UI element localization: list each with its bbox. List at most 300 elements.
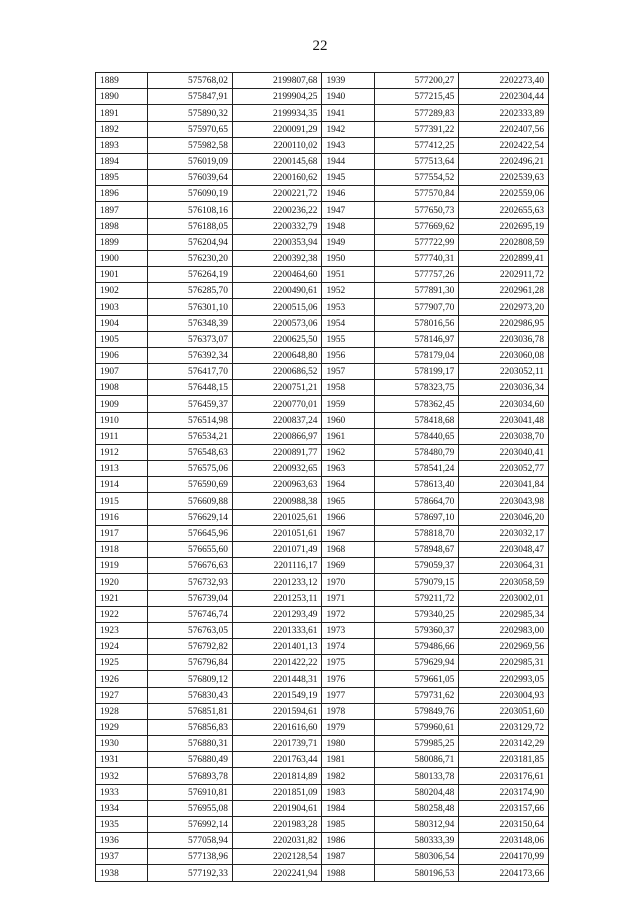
point-number-cell: 1889 [96,73,148,89]
point-number-cell: 1987 [322,849,374,865]
y-coordinate-cell: 2202407,56 [459,121,549,137]
y-coordinate-cell: 2201422,22 [232,655,322,671]
y-coordinate-cell: 2203041,48 [459,412,549,428]
point-number-cell: 1974 [322,639,374,655]
table-row [96,525,549,541]
table-row [96,153,549,169]
y-coordinate-cell: 2203002,01 [459,590,549,606]
y-coordinate-cell: 2200332,79 [232,218,322,234]
y-coordinate-cell: 2201051,61 [232,525,322,541]
y-coordinate-cell: 2200515,06 [232,299,322,315]
y-coordinate-cell: 2201851,09 [232,784,322,800]
x-coordinate-cell: 576230,20 [148,250,233,266]
point-number-cell: 1977 [322,687,374,703]
table-row [96,703,549,719]
x-coordinate-cell: 579849,76 [374,703,459,719]
x-coordinate-cell: 580333,39 [374,833,459,849]
x-coordinate-cell: 576090,19 [148,186,233,202]
point-number-cell: 1936 [96,833,148,849]
x-coordinate-cell: 576910,81 [148,784,233,800]
y-coordinate-cell: 2202031,82 [232,833,322,849]
x-coordinate-cell: 577554,52 [374,170,459,186]
point-number-cell: 1970 [322,574,374,590]
x-coordinate-cell: 576609,88 [148,493,233,509]
page-number: 22 [312,38,328,54]
point-number-cell: 1972 [322,606,374,622]
table-row [96,412,549,428]
table-row [96,283,549,299]
table-row [96,364,549,380]
y-coordinate-cell: 2203058,59 [459,574,549,590]
y-coordinate-cell: 2202539,63 [459,170,549,186]
point-number-cell: 1985 [322,816,374,832]
table-row [96,137,549,153]
x-coordinate-cell: 576285,70 [148,283,233,299]
x-coordinate-cell: 580306,54 [374,849,459,865]
y-coordinate-cell: 2199934,35 [232,105,322,121]
point-number-cell: 1960 [322,412,374,428]
x-coordinate-cell: 577513,64 [374,153,459,169]
y-coordinate-cell: 2203174,90 [459,784,549,800]
point-number-cell: 1890 [96,89,148,105]
y-coordinate-cell: 2201616,60 [232,719,322,735]
table-row [96,267,549,283]
point-number-cell: 1962 [322,444,374,460]
y-coordinate-cell: 2200837,24 [232,412,322,428]
x-coordinate-cell: 576851,81 [148,703,233,719]
x-coordinate-cell: 578016,56 [374,315,459,331]
point-number-cell: 1956 [322,347,374,363]
point-number-cell: 1950 [322,250,374,266]
x-coordinate-cell: 578613,40 [374,477,459,493]
x-coordinate-cell: 576204,94 [148,234,233,250]
table-row [96,186,549,202]
y-coordinate-cell: 2202241,94 [232,865,322,881]
y-coordinate-cell: 2202986,95 [459,315,549,331]
point-number-cell: 1946 [322,186,374,202]
x-coordinate-cell: 575890,32 [148,105,233,121]
x-coordinate-cell: 576880,31 [148,736,233,752]
x-coordinate-cell: 578697,10 [374,509,459,525]
point-number-cell: 1919 [96,558,148,574]
y-coordinate-cell: 2200866,97 [232,428,322,444]
y-coordinate-cell: 2203181,85 [459,752,549,768]
x-coordinate-cell: 578948,67 [374,541,459,557]
x-coordinate-cell: 576792,82 [148,639,233,655]
x-coordinate-cell: 576448,15 [148,380,233,396]
x-coordinate-cell: 577192,33 [148,865,233,881]
point-number-cell: 1944 [322,153,374,169]
point-number-cell: 1897 [96,202,148,218]
x-coordinate-cell: 576348,39 [148,315,233,331]
point-number-cell: 1895 [96,170,148,186]
point-number-cell: 1929 [96,719,148,735]
y-coordinate-cell: 2200110,02 [232,137,322,153]
y-coordinate-cell: 2202961,28 [459,283,549,299]
x-coordinate-cell: 580086,71 [374,752,459,768]
point-number-cell: 1968 [322,541,374,557]
point-number-cell: 1959 [322,396,374,412]
x-coordinate-cell: 576548,63 [148,444,233,460]
point-number-cell: 1980 [322,736,374,752]
table-row [96,590,549,606]
x-coordinate-cell: 577650,73 [374,202,459,218]
table-row [96,299,549,315]
point-number-cell: 1898 [96,218,148,234]
x-coordinate-cell: 579211,72 [374,590,459,606]
table-row [96,331,549,347]
point-number-cell: 1920 [96,574,148,590]
x-coordinate-cell: 576880,49 [148,752,233,768]
y-coordinate-cell: 2201763,44 [232,752,322,768]
x-coordinate-cell: 576796,84 [148,655,233,671]
y-coordinate-cell: 2202973,20 [459,299,549,315]
x-coordinate-cell: 577289,83 [374,105,459,121]
x-coordinate-cell: 580196,53 [374,865,459,881]
table-row [96,719,549,735]
y-coordinate-cell: 2204170,99 [459,849,549,865]
point-number-cell: 1927 [96,687,148,703]
y-coordinate-cell: 2203038,70 [459,428,549,444]
point-number-cell: 1900 [96,250,148,266]
y-coordinate-cell: 2199904,25 [232,89,322,105]
x-coordinate-cell: 578664,70 [374,493,459,509]
x-coordinate-cell: 576856,83 [148,719,233,735]
point-number-cell: 1943 [322,137,374,153]
x-coordinate-cell: 579360,37 [374,622,459,638]
table-row [96,541,549,557]
y-coordinate-cell: 2202422,54 [459,137,549,153]
x-coordinate-cell: 580133,78 [374,768,459,784]
y-coordinate-cell: 2201333,61 [232,622,322,638]
x-coordinate-cell: 576732,93 [148,574,233,590]
table-row [96,218,549,234]
point-number-cell: 1908 [96,380,148,396]
table-row [96,784,549,800]
y-coordinate-cell: 2201594,61 [232,703,322,719]
point-number-cell: 1934 [96,800,148,816]
point-number-cell: 1938 [96,865,148,881]
x-coordinate-cell: 578818,70 [374,525,459,541]
y-coordinate-cell: 2200573,06 [232,315,322,331]
x-coordinate-cell: 576955,08 [148,800,233,816]
point-number-cell: 1979 [322,719,374,735]
y-coordinate-cell: 2203032,17 [459,525,549,541]
table-row [96,671,549,687]
table-row [96,655,549,671]
x-coordinate-cell: 576809,12 [148,671,233,687]
y-coordinate-cell: 2203036,34 [459,380,549,396]
point-number-cell: 1930 [96,736,148,752]
point-number-cell: 1940 [322,89,374,105]
point-number-cell: 1912 [96,444,148,460]
point-number-cell: 1896 [96,186,148,202]
table-row [96,639,549,655]
point-number-cell: 1955 [322,331,374,347]
point-number-cell: 1953 [322,299,374,315]
x-coordinate-cell: 576590,69 [148,477,233,493]
table-row [96,234,549,250]
table-row [96,170,549,186]
y-coordinate-cell: 2203150,64 [459,816,549,832]
table-row [96,558,549,574]
x-coordinate-cell: 577891,30 [374,283,459,299]
y-coordinate-cell: 2201549,19 [232,687,322,703]
y-coordinate-cell: 2201904,61 [232,800,322,816]
point-number-cell: 1916 [96,509,148,525]
point-number-cell: 1892 [96,121,148,137]
x-coordinate-cell: 576739,04 [148,590,233,606]
x-coordinate-cell: 579629,94 [374,655,459,671]
point-number-cell: 1935 [96,816,148,832]
x-coordinate-cell: 577412,25 [374,137,459,153]
y-coordinate-cell: 2201233,12 [232,574,322,590]
y-coordinate-cell: 2202985,34 [459,606,549,622]
point-number-cell: 1906 [96,347,148,363]
y-coordinate-cell: 2200490,61 [232,283,322,299]
y-coordinate-cell: 2201025,61 [232,509,322,525]
y-coordinate-cell: 2203051,60 [459,703,549,719]
y-coordinate-cell: 2202273,40 [459,73,549,89]
point-number-cell: 1914 [96,477,148,493]
point-number-cell: 1918 [96,541,148,557]
point-number-cell: 1905 [96,331,148,347]
x-coordinate-cell: 576645,96 [148,525,233,541]
x-coordinate-cell: 576575,06 [148,461,233,477]
x-coordinate-cell: 577215,45 [374,89,459,105]
x-coordinate-cell: 578418,68 [374,412,459,428]
x-coordinate-cell: 575847,91 [148,89,233,105]
y-coordinate-cell: 2203041,84 [459,477,549,493]
point-number-cell: 1978 [322,703,374,719]
point-number-cell: 1911 [96,428,148,444]
x-coordinate-cell: 577669,62 [374,218,459,234]
point-number-cell: 1894 [96,153,148,169]
table-row [96,202,549,218]
point-number-cell: 1904 [96,315,148,331]
coordinates-table [95,72,549,882]
y-coordinate-cell: 2203052,11 [459,364,549,380]
point-number-cell: 1986 [322,833,374,849]
x-coordinate-cell: 576264,19 [148,267,233,283]
table-row [96,687,549,703]
y-coordinate-cell: 2200236,22 [232,202,322,218]
point-number-cell: 1893 [96,137,148,153]
table-row [96,606,549,622]
y-coordinate-cell: 2203157,66 [459,800,549,816]
y-coordinate-cell: 2200932,65 [232,461,322,477]
point-number-cell: 1931 [96,752,148,768]
x-coordinate-cell: 578199,17 [374,364,459,380]
x-coordinate-cell: 577757,26 [374,267,459,283]
y-coordinate-cell: 2203046,20 [459,509,549,525]
point-number-cell: 1957 [322,364,374,380]
x-coordinate-cell: 577907,70 [374,299,459,315]
y-coordinate-cell: 2204173,66 [459,865,549,881]
point-number-cell: 1952 [322,283,374,299]
table-row [96,509,549,525]
point-number-cell: 1976 [322,671,374,687]
x-coordinate-cell: 577740,31 [374,250,459,266]
table-row [96,461,549,477]
x-coordinate-cell: 580204,48 [374,784,459,800]
coordinates-table-body [96,73,549,882]
point-number-cell: 1988 [322,865,374,881]
y-coordinate-cell: 2202655,63 [459,202,549,218]
x-coordinate-cell: 575982,58 [148,137,233,153]
point-number-cell: 1924 [96,639,148,655]
point-number-cell: 1913 [96,461,148,477]
y-coordinate-cell: 2203142,29 [459,736,549,752]
point-number-cell: 1983 [322,784,374,800]
y-coordinate-cell: 2202695,19 [459,218,549,234]
point-number-cell: 1945 [322,170,374,186]
x-coordinate-cell: 578323,75 [374,380,459,396]
x-coordinate-cell: 579985,25 [374,736,459,752]
y-coordinate-cell: 2200392,38 [232,250,322,266]
x-coordinate-cell: 577391,22 [374,121,459,137]
y-coordinate-cell: 2200686,52 [232,364,322,380]
point-number-cell: 1969 [322,558,374,574]
y-coordinate-cell: 2202983,00 [459,622,549,638]
x-coordinate-cell: 577722,99 [374,234,459,250]
y-coordinate-cell: 2201401,13 [232,639,322,655]
y-coordinate-cell: 2202993,05 [459,671,549,687]
point-number-cell: 1899 [96,234,148,250]
point-number-cell: 1982 [322,768,374,784]
x-coordinate-cell: 576763,05 [148,622,233,638]
x-coordinate-cell: 580258,48 [374,800,459,816]
y-coordinate-cell: 2203036,78 [459,331,549,347]
point-number-cell: 1961 [322,428,374,444]
point-number-cell: 1937 [96,849,148,865]
table-row [96,736,549,752]
x-coordinate-cell: 578440,65 [374,428,459,444]
table-row [96,574,549,590]
x-coordinate-cell: 577058,94 [148,833,233,849]
x-coordinate-cell: 576992,14 [148,816,233,832]
x-coordinate-cell: 576629,14 [148,509,233,525]
table-row [96,833,549,849]
y-coordinate-cell: 2201739,71 [232,736,322,752]
y-coordinate-cell: 2203034,60 [459,396,549,412]
point-number-cell: 1928 [96,703,148,719]
point-number-cell: 1948 [322,218,374,234]
table-row [96,105,549,121]
point-number-cell: 1963 [322,461,374,477]
y-coordinate-cell: 2202969,56 [459,639,549,655]
y-coordinate-cell: 2199807,68 [232,73,322,89]
point-number-cell: 1971 [322,590,374,606]
y-coordinate-cell: 2203176,61 [459,768,549,784]
y-coordinate-cell: 2200751,21 [232,380,322,396]
table-row [96,73,549,89]
x-coordinate-cell: 578480,79 [374,444,459,460]
point-number-cell: 1933 [96,784,148,800]
y-coordinate-cell: 2201983,28 [232,816,322,832]
x-coordinate-cell: 576108,16 [148,202,233,218]
point-number-cell: 1925 [96,655,148,671]
x-coordinate-cell: 579661,05 [374,671,459,687]
point-number-cell: 1951 [322,267,374,283]
table-row [96,444,549,460]
y-coordinate-cell: 2203148,06 [459,833,549,849]
point-number-cell: 1947 [322,202,374,218]
y-coordinate-cell: 2202496,21 [459,153,549,169]
y-coordinate-cell: 2200963,63 [232,477,322,493]
y-coordinate-cell: 2201116,17 [232,558,322,574]
y-coordinate-cell: 2203064,31 [459,558,549,574]
x-coordinate-cell: 577570,84 [374,186,459,202]
x-coordinate-cell: 576676,63 [148,558,233,574]
point-number-cell: 1923 [96,622,148,638]
point-number-cell: 1891 [96,105,148,121]
y-coordinate-cell: 2201253,11 [232,590,322,606]
y-coordinate-cell: 2201448,31 [232,671,322,687]
y-coordinate-cell: 2202333,89 [459,105,549,121]
table-row [96,347,549,363]
x-coordinate-cell: 575768,02 [148,73,233,89]
y-coordinate-cell: 2200353,94 [232,234,322,250]
y-coordinate-cell: 2202808,59 [459,234,549,250]
point-number-cell: 1958 [322,380,374,396]
point-number-cell: 1902 [96,283,148,299]
x-coordinate-cell: 579059,37 [374,558,459,574]
point-number-cell: 1949 [322,234,374,250]
x-coordinate-cell: 576830,43 [148,687,233,703]
y-coordinate-cell: 2201293,49 [232,606,322,622]
table-row [96,315,549,331]
point-number-cell: 1984 [322,800,374,816]
y-coordinate-cell: 2200625,50 [232,331,322,347]
table-row [96,477,549,493]
point-number-cell: 1922 [96,606,148,622]
point-number-cell: 1921 [96,590,148,606]
y-coordinate-cell: 2202911,72 [459,267,549,283]
x-coordinate-cell: 577200,27 [374,73,459,89]
y-coordinate-cell: 2200464,60 [232,267,322,283]
y-coordinate-cell: 2203043,98 [459,493,549,509]
point-number-cell: 1966 [322,509,374,525]
table-row [96,849,549,865]
table-row [96,396,549,412]
point-number-cell: 1926 [96,671,148,687]
y-coordinate-cell: 2201071,49 [232,541,322,557]
y-coordinate-cell: 2203004,93 [459,687,549,703]
y-coordinate-cell: 2203040,41 [459,444,549,460]
x-coordinate-cell: 576459,37 [148,396,233,412]
point-number-cell: 1903 [96,299,148,315]
y-coordinate-cell: 2200160,62 [232,170,322,186]
x-coordinate-cell: 576417,70 [148,364,233,380]
y-coordinate-cell: 2201814,89 [232,768,322,784]
x-coordinate-cell: 578146,97 [374,331,459,347]
table-row [96,380,549,396]
point-number-cell: 1964 [322,477,374,493]
point-number-cell: 1910 [96,412,148,428]
x-coordinate-cell: 576746,74 [148,606,233,622]
table-row [96,816,549,832]
y-coordinate-cell: 2202128,54 [232,849,322,865]
point-number-cell: 1967 [322,525,374,541]
table-row [96,752,549,768]
point-number-cell: 1917 [96,525,148,541]
x-coordinate-cell: 576534,21 [148,428,233,444]
y-coordinate-cell: 2200091,29 [232,121,322,137]
x-coordinate-cell: 578362,45 [374,396,459,412]
y-coordinate-cell: 2203060,08 [459,347,549,363]
table-row [96,768,549,784]
